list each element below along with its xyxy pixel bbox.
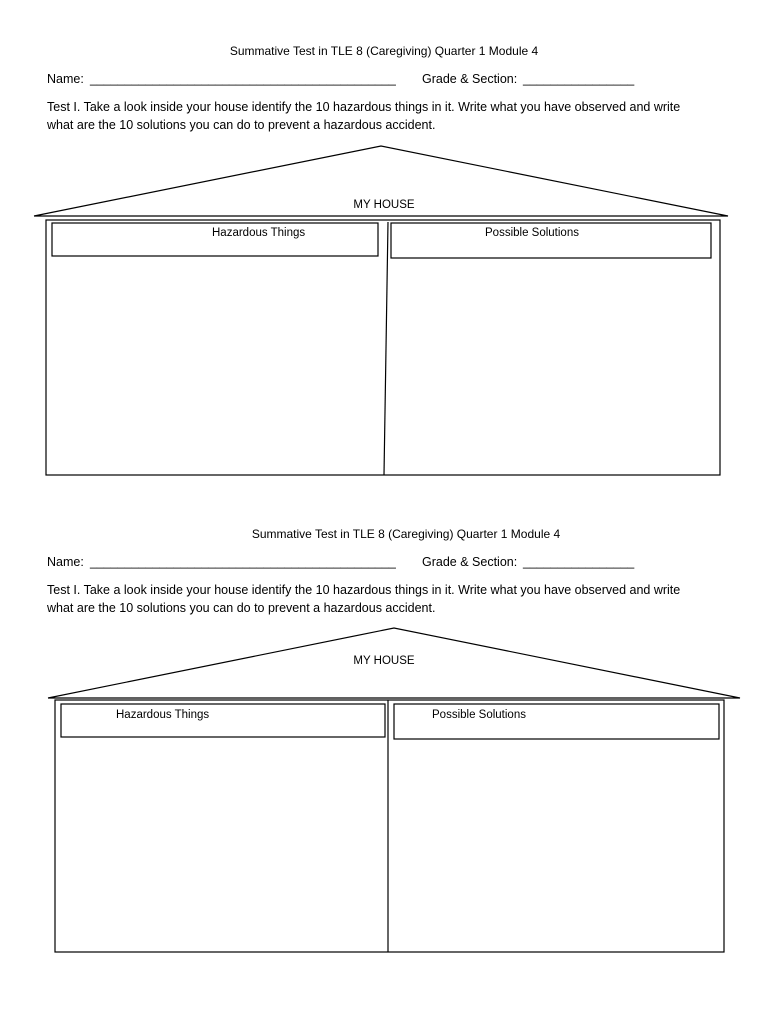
name-blank[interactable]: ____________________________________________ [90,72,396,86]
instruction-line-1: Test I. Take a look inside your house identify the 10 hazardous things in it. Write what you have observed and write [47,583,681,597]
name-blank[interactable]: ____________________________________________ [90,555,396,569]
grade-section-label: Grade & Section: [422,555,518,569]
hazardous-things-header: Hazardous Things [116,709,210,721]
grade-section-label: Grade & Section: [422,72,518,86]
possible-solutions-header: Possible Solutions [485,227,579,239]
grade-section-blank[interactable]: ________________ [523,555,635,569]
house-diagram-1 [34,146,728,475]
worksheet-title: Summative Test in TLE 8 (Caregiving) Quarter 1 Module 4 [229,44,539,58]
house-diagram-2 [48,628,740,952]
instruction-line-2: what are the 10 solutions you can do to prevent a hazardous accident. [47,118,436,132]
grade-section-blank[interactable]: ________________ [523,72,635,86]
name-label: Name: [47,72,84,86]
possible-solutions-header: Possible Solutions [432,709,526,721]
house-label: MY HOUSE [353,655,415,667]
instruction-line-1: Test I. Take a look inside your house identify the 10 hazardous things in it. Write what you have observed and write [47,100,681,114]
hazardous-things-header: Hazardous Things [212,227,306,239]
name-label: Name: [47,555,84,569]
instruction-line-2: what are the 10 solutions you can do to prevent a hazardous accident. [47,601,436,615]
worksheet-title: Summative Test in TLE 8 (Caregiving) Quarter 1 Module 4 [251,527,561,541]
house-label: MY HOUSE [353,199,415,211]
house-body-2 [55,700,724,952]
center-divider-1 [384,222,388,475]
hazard-header-box-2 [61,704,385,737]
